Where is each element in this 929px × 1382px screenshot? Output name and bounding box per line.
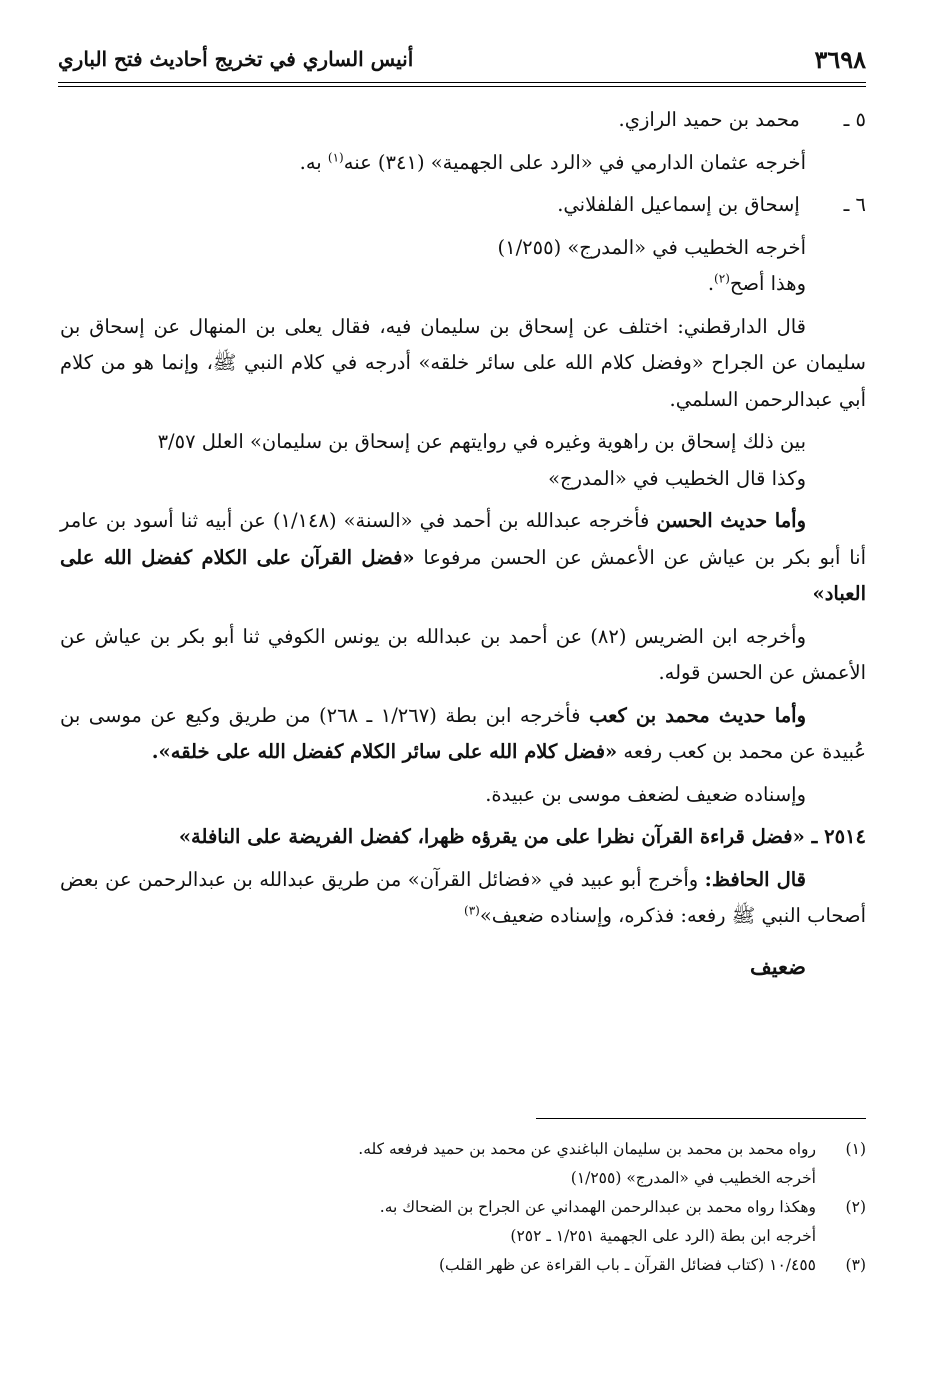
footnote-ref-2[interactable]: (٢) [714,271,730,286]
kab-paragraph [60,698,866,771]
item-5-number: ٥ ـ [843,108,866,131]
footnote-ref-1[interactable]: (١) [327,150,344,164]
hasan-heading: وأما حديث الحسن [656,509,807,532]
header-rule-top [58,82,866,83]
item-5-narrator: محمد بن حميد الرازي. [618,108,800,131]
item-6-takhrij: أخرجه الخطيب في «المدرج» (١/٢٥٥) [497,235,806,259]
footnote-ref-3[interactable]: (٣) [464,903,480,918]
item-5-takhrij [60,145,866,182]
bayyana-line-1: بين ذلك إسحاق بن راهوية وغيره في روايتهم عن إسحاق بن سليمان» العلل ٣/٥٧ [157,430,806,453]
item-6-judgement [60,266,866,303]
item-6-number: ٦ ـ [843,193,866,216]
verdict: ضعيف [749,953,806,979]
item-6-narrator: إسحاق بن إسماعيل الفلفلاني. [557,193,800,216]
hasan-paragraph [60,503,866,613]
item-6-judgement-text: وهذا أصح [729,272,806,295]
hafiz-text: وأخرج أبو عبيد في «فضائل القرآن» من طريق عبدالله بن عبدالرحمن عن بعض أصحاب النبي ﷺ رفعه: فذكره، وإسناده ضعيف» [60,867,866,927]
footnotes [60,1135,866,1280]
footnote-1 [60,1135,866,1164]
kab-text: فأخرجه ابن بطة (١/٢٦٧ ـ ٢٦٨) من طريق وكيع عن موسى بن عُبيدة عن محمد بن كعب رفعه [60,703,866,763]
hadith-number: ٢٥١٤ ـ [811,825,866,848]
footnote-text: وهكذا رواه محمد بن عبدالرحمن الهمداني عن الجراح بن الضحاك به. [379,1198,816,1216]
hasan-matn: «فضل القرآن على الكلام كفضل الله على العباد» [60,545,866,605]
footnote-text: ١٠/٤٥٥ (كتاب فضائل القرآن ـ باب القراءة عن ظهر القلب) [438,1256,816,1274]
hafiz-label: قال الحافظ: [704,867,807,891]
item-6-judgement-end: . [707,272,715,295]
header-rule-bottom [58,86,866,87]
hasan-text: فأخرجه عبدالله بن أحمد في «السنة» (١/١٤٨) عن أبيه ثنا أسود بن عامر أنا أبو بكر بن عياش عن الأعمش عن الحسن مرفوعا [60,509,866,569]
kab-heading: وأما حديث محمد بن كعب [588,703,806,727]
footnote-separator [536,1118,866,1119]
bayyana-line-2: وكذا قال الخطيب في «المدرج» [548,466,806,490]
footnote-1-continuation: أخرجه الخطيب في «المدرج» (١/٢٥٥) [570,1169,816,1187]
item-6-name [60,187,866,224]
hadith-2514-heading [60,819,866,856]
footnote-2 [60,1193,866,1222]
page-number: ٣٦٩٨ [814,44,866,74]
item-5-takhrij-end: به. [299,150,328,174]
kab-matn: «فضل كلام الله على سائر الكلام كفضل الله على خلقه». [151,740,618,763]
hadith-title: «فضل قراءة القرآن نظرا على من يقرؤه ظهرا، كفضل الفريضة على النافلة» [178,825,805,848]
running-header [58,38,866,80]
durays-paragraph: وأخرجه ابن الضريس (٨٢) عن أحمد بن عبدالله بن يونس الكوفي ثنا أبو بكر بن عياش عن الأعمش عن الحسن قوله. [60,624,866,684]
item-5-takhrij-text: أخرجه عثمان الدارمي في «الرد على الجهمية» (٣٤١) عنه [343,150,806,174]
footnote-number: (٣) [845,1256,866,1274]
isnad-paragraph: وإسناده ضعيف لضعف موسى بن عبيدة. [485,782,806,806]
footnote-number: (٢) [845,1198,866,1216]
item-5-name [60,102,866,139]
footnote-text: رواه محمد بن محمد بن سليمان الباغندي عن محمد بن حميد فرفعه كله. [358,1140,816,1158]
hafiz-paragraph [60,862,866,935]
footnote-3 [60,1251,866,1280]
book-title: أنيس الساري في تخريج أحاديث فتح الباري [58,47,414,71]
main-text [60,102,866,991]
footnote-number: (١) [845,1140,866,1158]
daraqutni-paragraph: قال الدارقطني: اختلف عن إسحاق بن سليمان فيه، فقال يعلى بن المنهال عن إسحاق بن سليمان عن الجراح «وفضل كلام الله على سائر خلقه» أدرجه في كلام النبي ﷺ، وإنما هو من كلام أبي عبدالرحمن السلمي. [60,314,866,411]
footnote-2-continuation: أخرجه ابن بطة (الرد على الجهمية ١/٢٥١ ـ ٢٥٢) [510,1227,816,1245]
